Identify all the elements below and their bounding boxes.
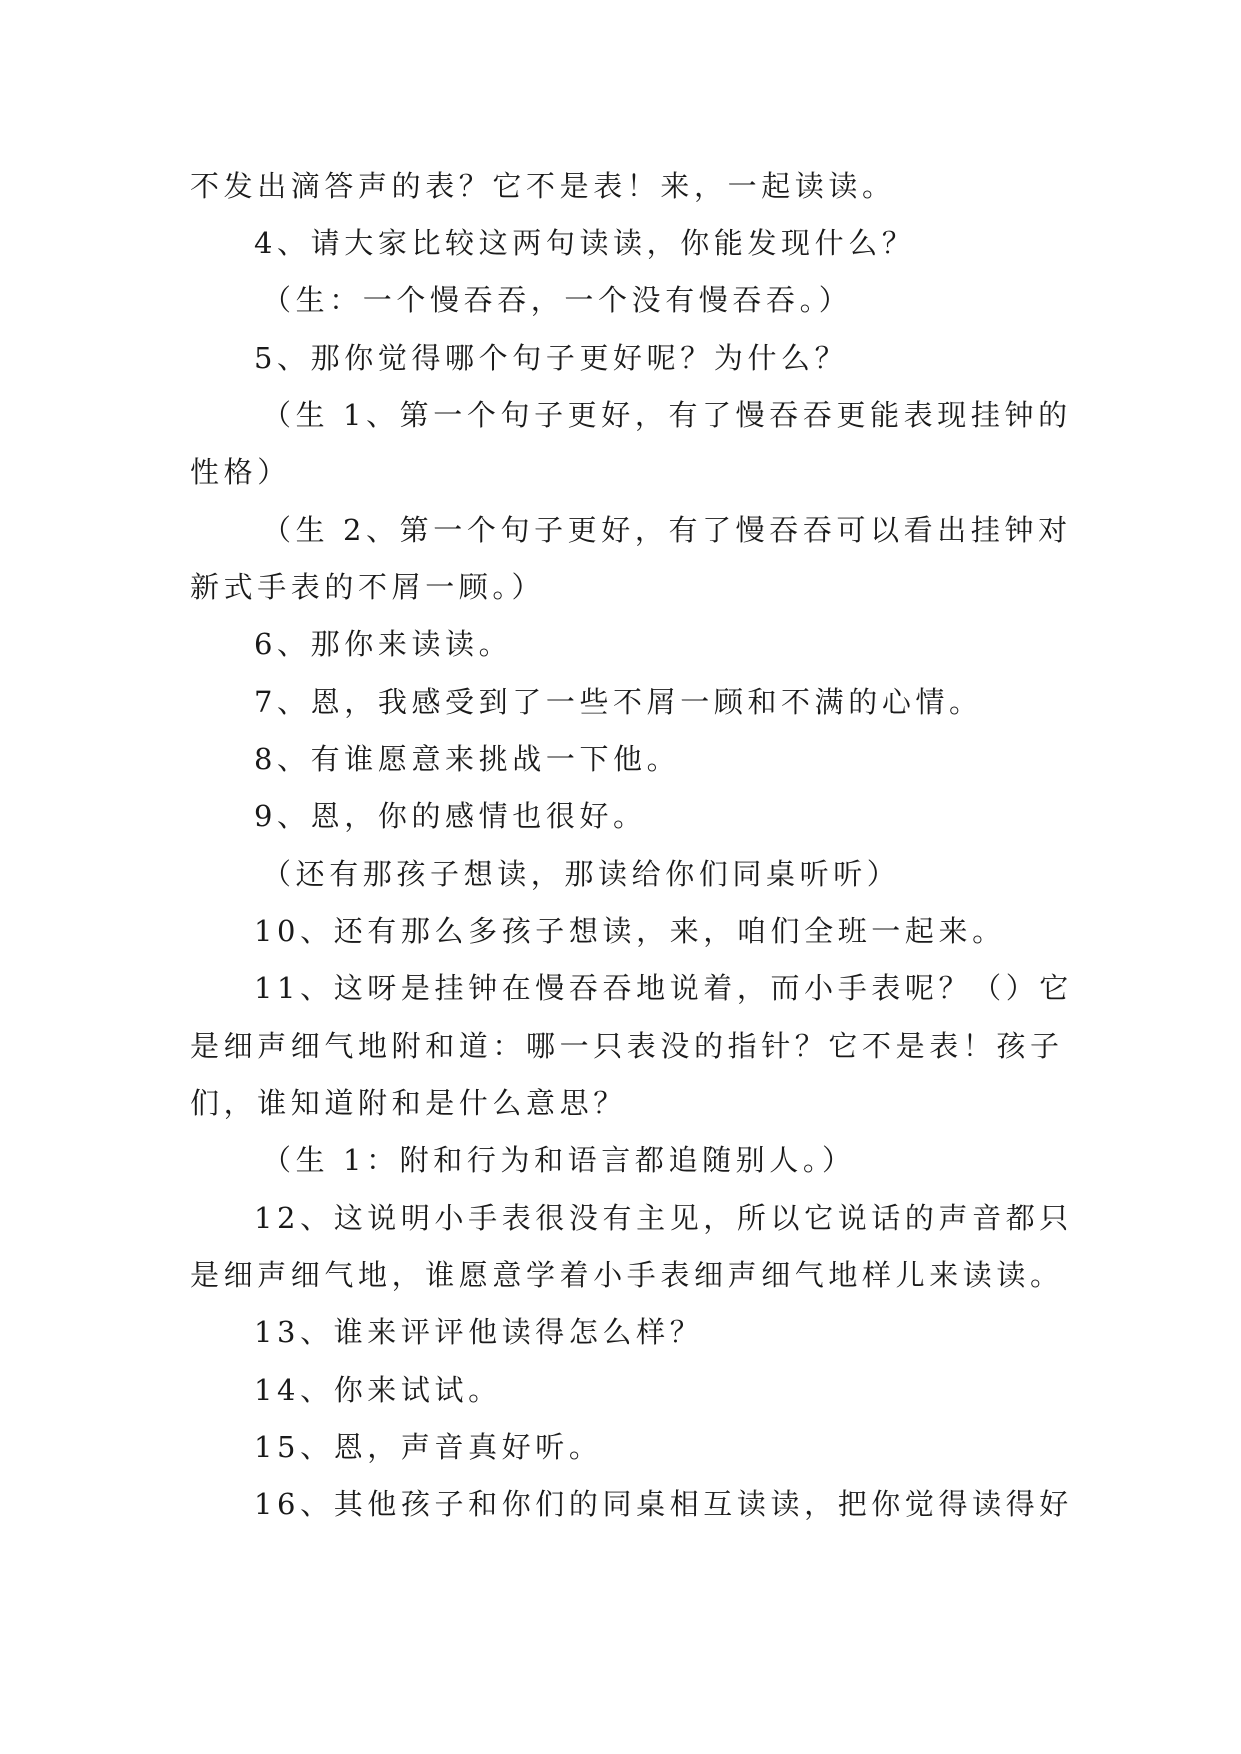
text-line: 10、还有那么多孩子想读，来，咱们全班一起来。 — [254, 914, 1006, 948]
text-line: 8、有谁愿意来挑战一下他。 — [254, 742, 681, 776]
text-line: 4、请大家比较这两句读读，你能发现什么？ — [254, 226, 916, 260]
text-line: 5、那你觉得哪个句子更好呢？为什么？ — [254, 341, 849, 375]
text-line: 是细声细气地，谁愿意学着小手表细声细气地样儿来读读。 — [190, 1258, 1064, 1292]
text-line: （生 2、第一个句子更好，有了慢吞吞可以看出挂钟对 — [262, 513, 1072, 547]
text-line: 12、这说明小手表很没有主见，所以它说话的声音都只 — [254, 1201, 1073, 1235]
text-line: 13、谁来评评他读得怎么样？ — [254, 1315, 704, 1349]
text-line: 是细声细气地附和道：哪一只表没的指针？它不是表！孩子 — [190, 1029, 1064, 1063]
text-line: 新式手表的不屑一顾。） — [190, 570, 546, 604]
text-line: 14、你来试试。 — [254, 1373, 502, 1407]
text-line: 9、恩，你的感情也很好。 — [254, 799, 647, 833]
text-line: 6、那你来读读。 — [254, 627, 513, 661]
text-line: 性格） — [190, 455, 291, 489]
text-line: 7、恩，我感受到了一些不屑一顾和不满的心情。 — [254, 685, 983, 719]
text-line: （生：一个慢吞吞，一个没有慢吞吞。） — [262, 283, 853, 317]
text-line: 11、这呀是挂钟在慢吞吞地说着，而小手表呢？（）它 — [254, 971, 1073, 1005]
text-line: 们，谁知道附和是什么意思？ — [190, 1086, 627, 1120]
text-line: （生 1：附和行为和语言都追随别人。） — [262, 1143, 856, 1177]
text-line: 16、其他孩子和你们的同桌相互读读，把你觉得读得好 — [254, 1487, 1073, 1521]
text-line: 15、恩，声音真好听。 — [254, 1430, 603, 1464]
text-line: （还有那孩子想读，那读给你们同桌听听） — [262, 857, 901, 891]
text-line: 不发出滴答声的表？它不是表！来，一起读读。 — [190, 169, 896, 203]
text-line: （生 1、第一个句子更好，有了慢吞吞更能表现挂钟的 — [262, 398, 1072, 432]
